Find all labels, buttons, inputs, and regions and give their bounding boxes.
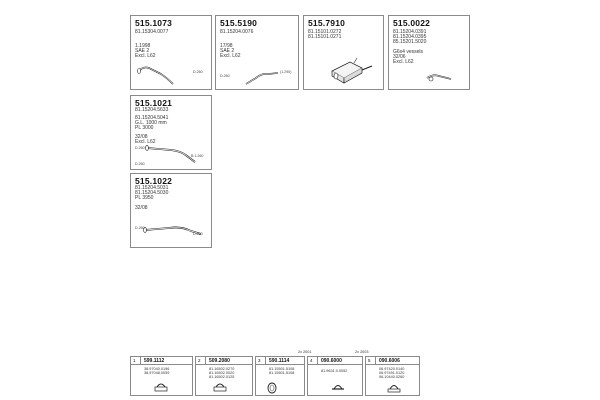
hardware-cell-4 — [307, 356, 363, 396]
dimension-label: (1.290) — [280, 70, 292, 74]
hardware-cell-2 — [195, 356, 253, 396]
item-number: 1 — [133, 358, 136, 363]
part-ref: 06.97420.0140 — [379, 367, 405, 371]
part-number: 515.1022 — [135, 176, 173, 186]
hardware-cell-1 — [130, 356, 193, 396]
tail-pipe-drawing — [389, 16, 471, 91]
part-note: SAE 2 — [135, 48, 150, 54]
item-number: 3 — [258, 358, 261, 363]
dimension-label: D.260 — [135, 146, 145, 150]
part-note: 32/08 — [135, 134, 148, 140]
part-ref: 81.15101.0272 — [308, 29, 342, 35]
part-note: 32/08 — [135, 205, 148, 211]
part-number: 090.6006 — [379, 357, 400, 364]
part-card-515-1021 — [130, 95, 212, 170]
part-ref: 81.15501.5108 — [269, 371, 295, 375]
part-note: PL 3950 — [135, 195, 154, 201]
part-ref: 81.15204.5030 — [135, 190, 169, 196]
part-number: 515.0022 — [393, 18, 431, 28]
part-note: 32/06 — [393, 54, 406, 60]
part-card-515-1073 — [130, 15, 212, 90]
part-number: 090.6000 — [321, 357, 342, 364]
part-ref: 81.15204.5041 — [135, 115, 169, 121]
part-card-515-7910 — [303, 15, 384, 90]
hardware-strip — [130, 356, 587, 396]
rubber-ring-icon — [256, 357, 306, 397]
part-card-515-5190 — [215, 15, 299, 90]
part-number: 590.1114 — [269, 357, 290, 364]
exhaust-pipe-drawing — [131, 96, 213, 171]
part-note: G.L. 1000 mm — [135, 120, 167, 126]
part-number: 515.7910 — [308, 18, 346, 28]
part-note: Excl. L62 — [393, 59, 414, 65]
exhaust-pipe-drawing — [131, 174, 213, 249]
part-ref: 81.9631.0.0052 — [321, 369, 348, 373]
part-ref: 81.15204.5633 — [135, 107, 169, 113]
part-ref: 81.15101.0271 — [308, 34, 342, 40]
part-ref: 81.16502.0270 — [209, 367, 235, 371]
part-note: PL 3000 — [135, 125, 154, 131]
clamp-icon — [366, 357, 421, 397]
item-number: 5 — [368, 358, 371, 363]
part-number: 515.1021 — [135, 98, 173, 108]
dimension-label: D.260 — [135, 162, 145, 166]
part-ref: 81.15204.0391 — [393, 29, 427, 35]
part-note: G6x4 vessels — [393, 49, 424, 55]
part-ref: 81.15501.5108 — [269, 367, 295, 371]
part-number: 515.5190 — [220, 18, 258, 28]
item-number: 2 — [198, 358, 201, 363]
part-ref: 81.15204.0395 — [393, 34, 427, 40]
part-ref: 81.16502.0020 — [209, 371, 235, 375]
quantity-label: 2x 2003 — [355, 350, 369, 354]
part-ref: 81.15204.0076 — [220, 29, 254, 35]
part-ref: 06.10440.0260 — [379, 375, 405, 379]
dimension-label: D.260 — [193, 70, 203, 74]
muffler-drawing — [304, 16, 385, 91]
exhaust-pipe-drawing — [131, 16, 213, 91]
clamp-icon — [196, 357, 254, 397]
part-ref: 06.97491.0120 — [379, 371, 405, 375]
part-ref: 81.15304.0077 — [135, 29, 169, 35]
hardware-cell-3 — [255, 356, 305, 396]
dimension-label: D.260 — [220, 74, 230, 78]
clamp-icon — [131, 357, 194, 397]
part-note: Excl. L62 — [220, 53, 241, 59]
exhaust-pipe-drawing — [216, 16, 300, 91]
part-ref: 38.97048.0059 — [144, 371, 170, 375]
part-card-515-0022 — [388, 15, 470, 90]
part-note: Excl. L62 — [135, 139, 156, 145]
part-number: 515.1073 — [135, 18, 173, 28]
clamp-icon — [308, 357, 364, 397]
part-note: 1.1998 — [135, 43, 151, 49]
part-note: SAE 2 — [220, 48, 235, 54]
part-note: 17/98 — [220, 43, 233, 49]
part-ref: 85.15201.5020 — [393, 39, 427, 45]
part-number: 599.1112 — [144, 357, 165, 364]
part-ref: 81.15204.5031 — [135, 185, 169, 191]
item-number: 4 — [310, 358, 313, 363]
dimension-label: D.260 — [193, 232, 203, 236]
part-number: 509.2080 — [209, 357, 230, 364]
part-ref: 81.16502.0125 — [209, 375, 235, 379]
hardware-cell-5 — [365, 356, 420, 396]
part-card-515-1022 — [130, 173, 212, 248]
dimension-label: D.260 — [135, 226, 145, 230]
dimension-label: B.1.260 — [191, 154, 204, 158]
part-ref: 38.97040.0196 — [144, 367, 170, 371]
quantity-label: 2x 2001 — [298, 350, 312, 354]
part-note: Excl. L62 — [135, 53, 156, 59]
